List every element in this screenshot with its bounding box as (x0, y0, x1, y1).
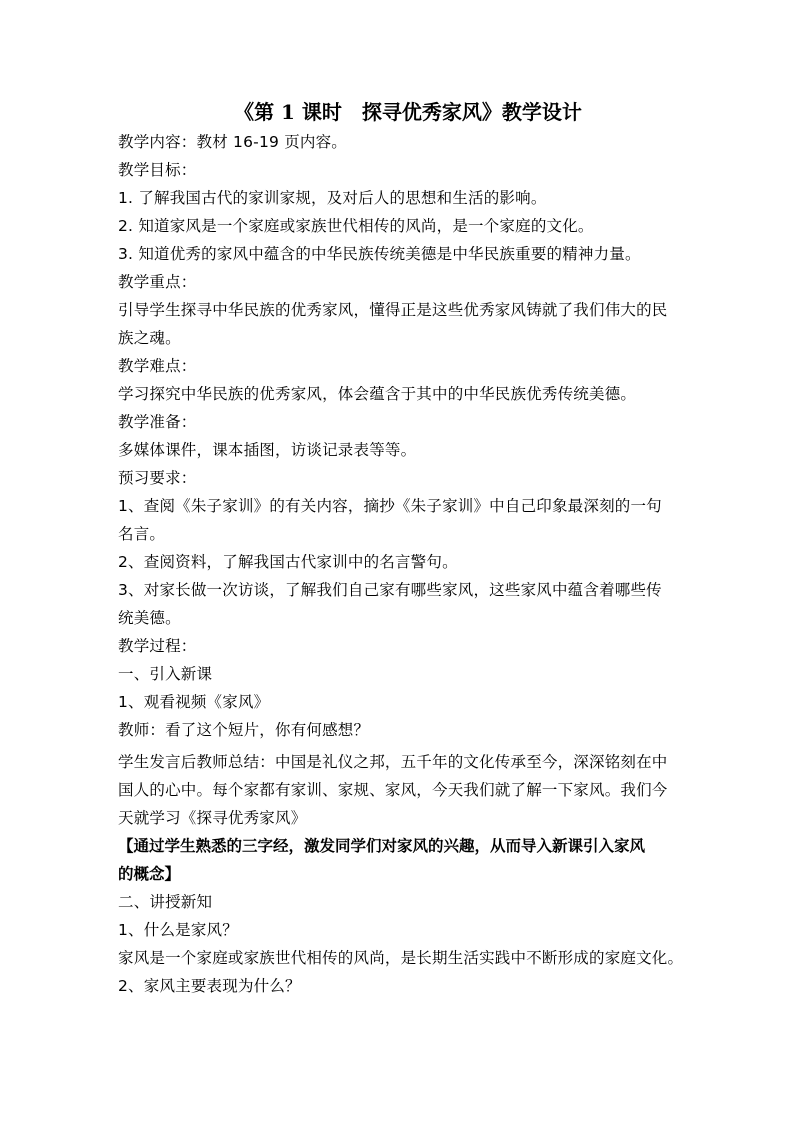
preview-item-2: 2、查阅资料，了解我国古代家训中的名言警句。 (118, 553, 458, 571)
preview-item-3-line-2: 统美德。 (118, 609, 181, 627)
process-heading: 教学过程： (118, 637, 197, 655)
section-2-heading: 二、讲授新知 (118, 893, 213, 911)
teaching-content-line: 教学内容：教材 16-19 页内容。 (118, 133, 347, 151)
goals-heading: 教学目标： (118, 161, 197, 179)
teacher-summary-line-3: 天就学习《探寻优秀家风》 (118, 809, 307, 827)
key-points-line-1: 引导学生探寻中华民族的优秀家风，懂得正是这些优秀家风铸就了我们伟大的民 (118, 301, 668, 319)
section-1-heading: 一、引入新课 (118, 665, 213, 683)
goal-item-3: 3. 知道优秀的家风中蕴含的中华民族传统美德是中华民族重要的精神力量。 (118, 245, 641, 263)
preview-item-3-line-1: 3、对家长做一次访谈，了解我们自己家有哪些家风，这些家风中蕴含着哪些传 (118, 581, 662, 599)
teacher-question: 教师：看了这个短片，你有何感想？ (118, 721, 370, 739)
key-points-heading: 教学重点： (118, 273, 197, 291)
preparation-text: 多媒体课件，课本插图，访谈记录表等等。 (118, 441, 417, 459)
teacher-summary-line-2: 国人的心中。每个家都有家训、家规、家风，今天我们就了解一下家风。我们今 (118, 781, 668, 799)
section-2-question-1: 1、什么是家风？ (118, 921, 238, 939)
teacher-summary (118, 748, 684, 832)
design-note-line-1: 【通过学生熟悉的三字经，激发同学们对家风的兴趣，从而导入新课引入家风 (118, 836, 646, 855)
goal-item-1: 1. 了解我国古代的家训家规，及对后人的思想和生活的影响。 (118, 189, 547, 207)
teacher-summary-line-1: 学生发言后教师总结：中国是礼仪之邦，五千年的文化传承至今，深深铭刻在中 (118, 753, 668, 771)
section-1-item-1: 1、观看视频《家风》 (118, 693, 270, 711)
section-2-answer-1: 家风是一个家庭或家族世代相传的风尚，是长期生活实践中不断形成的家庭文化。 (118, 949, 684, 967)
preparation-heading: 教学准备： (118, 413, 197, 431)
design-note (118, 832, 684, 888)
design-note-line-2: 的概念】 (118, 864, 181, 883)
preview-heading: 预习要求： (118, 469, 197, 487)
preview-item-1-line-2: 名言。 (118, 525, 166, 543)
document-title: 《第 1 课时 探寻优秀家风》教学设计 (234, 100, 582, 124)
difficulty-text: 学习探究中华民族的优秀家风，体会蕴含于其中的中华民族优秀传统美德。 (118, 385, 637, 403)
key-points-line-2: 族之魂。 (118, 329, 181, 347)
difficulty-heading: 教学难点： (118, 357, 197, 375)
document-body (118, 96, 684, 1000)
preview-item-1-line-1: 1、查阅《朱子家训》的有关内容，摘抄《朱子家训》中自己印象最深刻的一句 (118, 497, 662, 515)
key-points-text (118, 296, 684, 352)
preview-item-3 (118, 576, 684, 632)
goal-item-2: 2. 知道家风是一个家庭或家族世代相传的风尚，是一个家庭的文化。 (118, 217, 594, 235)
section-2-question-2: 2、家风主要表现为什么？ (118, 977, 301, 995)
preview-item-1 (118, 492, 684, 548)
